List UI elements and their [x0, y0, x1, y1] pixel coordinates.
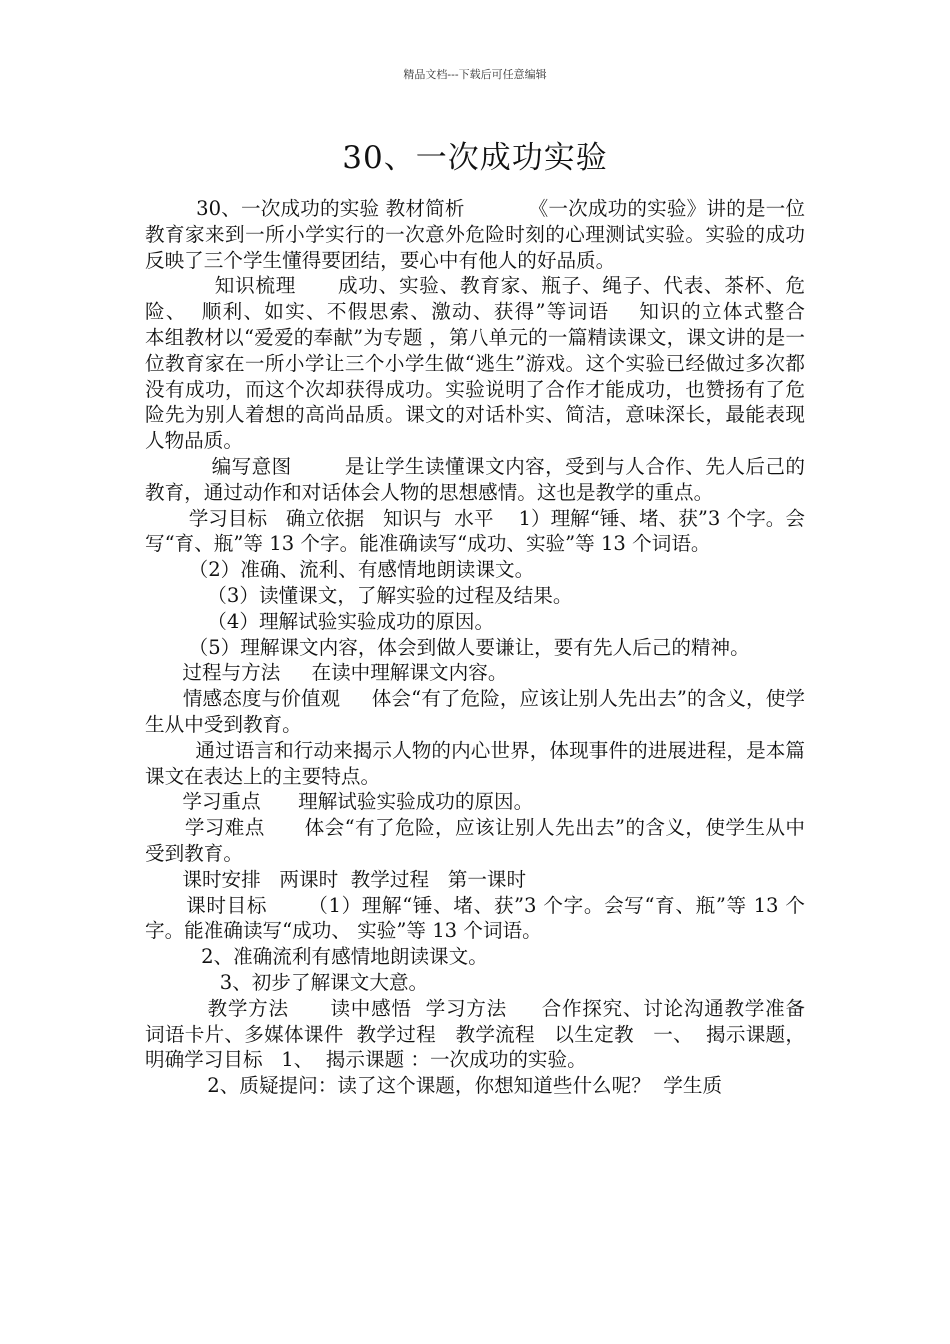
document-title: 30、一次成功实验	[342, 140, 608, 176]
paragraph-goal-2: （2）准确、流利、有感情地朗读课文。	[145, 558, 535, 582]
paragraph-teaching-method: 教学方法 读中感悟 学习方法 合作探究、讨论沟通教学准备 词语卡片、多媒体课件 教学过程 教学流程 以生定教 一、 揭示课题，明确学习目标 1、 揭示课题 ：一次成功的实验。	[145, 996, 843, 1072]
paragraph-question: 2、质疑提问：读了这个课题，你想知道些什么呢？ 学生质	[145, 1074, 723, 1098]
paragraph-goals: 学习目标 确立依据 知识与 水平 1）理解“锤、堵、获”3 个字。会写“育、瓶”等 13 个字。能准确读写“成功、实验”等 13 个词语。	[145, 506, 805, 556]
paragraph-goal-5: （5）理解课文内容，体会到做人要谦让，要有先人后己的精神。	[145, 635, 750, 659]
document-body	[145, 196, 843, 1099]
paragraph-lesson-goal-3: 3、初步了解课文大意。	[145, 970, 429, 994]
paragraph-process-method: 过程与方法 在读中理解课文内容。	[145, 661, 508, 685]
paragraph-goal-3: （3）读懂课文，了解实验的过程及结果。	[145, 583, 573, 607]
paragraph-attitude: 情感态度与价值观 体会“有了危险，应该让别人先出去”的含义，使学生从中受到教育。	[145, 687, 805, 736]
paragraph-goal-4: （4）理解试验实验成功的原因。	[145, 609, 495, 633]
paragraph-schedule: 课时安排 两课时 教学过程 第一课时	[145, 867, 527, 891]
paragraph-knowledge: 知识梳理 成功、实验、教育家、瓶子、绳子、代表、茶杯、危险、 顺利、如实、不假思索、激动、获得”等词语 知识的立体式整合 本组教材以“爱爱的奉献”为专题 ，第八单元的一篇精读课文，课文讲的是一位教育家在一所小学让三个小学生做“逃生”游戏。这个实验已经做过多次都没有成功，而这个次却获得成功。实验说明了合作才能成功，也赞扬有了危险先为别人着想的高尚品质。课文的对话朴实、简洁，意味深长，最能表现人物品质。	[145, 274, 843, 453]
paragraph-intent: 编写意图 是让学生读懂课文内容，受到与人合作、先人后己的教育，通过动作和对话体会人物的思想感情。这也是教学的重点。	[145, 454, 805, 504]
paragraph-key-point: 学习重点 理解试验实验成功的原因。	[145, 790, 534, 814]
paragraph-intro: 30、一次成功的实验 教材简析 《一次成功的实验》讲的是一位教育家来到一所小学实行的一次意外危险时刻的心理测试实验。实验的成功反映了三个学生懂得要团结，要心中有他人的好品质。	[145, 197, 805, 272]
paragraph-difficulty: 学习难点 体会“有了危险，应该让别人先出去”的含义，使学生从中受到教育。	[145, 816, 806, 865]
paragraph-lesson-goal-2: 2、准确流利有感情地朗读课文。	[145, 945, 488, 969]
paragraph-lesson-goals: 课时目标 （1）理解“锤、堵、获”3 个字。会写“育、瓶”等 13 个字。能准确读写“成功、 实验”等 13 个词语。	[145, 893, 805, 943]
paragraph-features: 通过语言和行动来揭示人物的内心世界，体现事件的进展进程，是本篇课文在表达上的主要特点。	[145, 738, 806, 788]
page-header: 精品文档---下载后可任意编辑	[403, 68, 547, 81]
